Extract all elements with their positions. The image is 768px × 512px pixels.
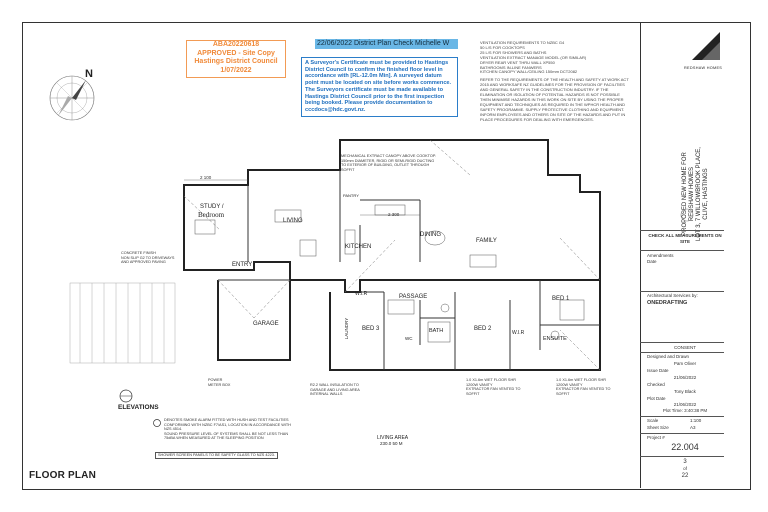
project-name: PROPOSED NEW HOME FOR REDSHAW HOMES [682, 152, 695, 236]
surveyor-certificate-note: A Surveyor's Certificate must be provided to Hastings District Council to confirm the finished floor level in accordance with [RL-12.0m Min]. A surveyed datum point must be located on site before works commence. The Surveyors certificate must be made available to Hastings District Council prior to the first inspection being booked. Please provide documentation to cccdocs@hdc.govt.nz. [301, 57, 458, 117]
plot-date-label: Plot Date [647, 396, 666, 401]
room-bed2-label: BED 2 [474, 326, 492, 332]
redshaw-logo-icon [690, 30, 722, 62]
checked-label: Checked [647, 382, 665, 387]
council-seal-icon [680, 208, 694, 222]
room-wc-label: WC [405, 336, 413, 341]
purpose-value: CONSENT [673, 345, 696, 350]
sheet-number: 3 [683, 459, 687, 465]
shower-screen-note: SHOWER SCREEN PANELS TO BE SAFETY GLASS TO NZS 4223. [155, 452, 278, 459]
ensuite-fan-note: 1.0 X1.6m WET FLOOR SHR 1200W VANITY EXTRACTOR FAN VENTED TO SOFFIT [556, 378, 611, 396]
amendments-label: Amendments [647, 253, 674, 258]
room-bedroom-label: Bedroom [198, 211, 225, 219]
room-bed1-label: BED 1 [552, 296, 570, 302]
project-address: LOT 3, 7 WILLOWBROOK PLACE, CLIVE, HASTINGS [696, 147, 709, 241]
sheet-size-value: A3 [690, 425, 696, 430]
room-family-label: FAMILY [476, 238, 497, 244]
safety-note: REFER TO THE REQUIREMENTS OF THE HEALTH AND SAFETY AT WORK ACT 2015 AND WORKSAFE NZ GUIDELINES FOR THE PROVISION OF FACILITIES AND GENERAL SAFETY IN THE CONSTRUCTION INDUSTRY. IF THE ELIMINATION OR ISOLATION OF POTENTIAL HAZARDS IS NOT POSSIBLE THEN MINIMISE HAZARDS IN THIS WORK ON SITE BY USING THE PROPER EQUIPMENT AND TECHNIQUES AS REQUIRED IN THE WPHCR HEALTH AND SAFETY PROGRAMME. SUPPLY PROTECTIVE CLOTHING AND EQUIPMENT. INFORM EMPLOYEES AND OTHERS ON SITE OF THE HAZARDS AND PUT IN PLACE PROCEDURES FOR DEALING WITH EMERGENCIES. [480, 77, 629, 122]
district-plan-banner: 22/06/2022 District Plan Check Michelle W [315, 39, 458, 49]
mechanical-extract-note: MECHANICAL EXTRACT CANOPY ABOVE COOKTOP. 150mm DIAMETER, RIGID OR SEMI-RIGID DUCTING TO EXTERIOR OF BUILDING, OUTLET THROUGH SOFFIT [341, 154, 436, 172]
architectural-services-label: Architectural Services by: [647, 293, 698, 298]
sheet-of: of [683, 466, 687, 471]
room-pantry-label: PANTRY [343, 193, 359, 198]
scale-value: 1:100 [690, 418, 702, 423]
living-area-label: LIVING AREA [377, 435, 409, 441]
elevations-label: ELEVATIONS [118, 404, 159, 411]
designed-label: Designed and Drawn [647, 354, 690, 359]
plot-time-value: Plot Time: 3:40:38 PM [662, 408, 708, 413]
elevation-marker-icon [118, 388, 134, 404]
north-label: N [85, 68, 93, 80]
living-area-value: 230.0 50 M [380, 441, 403, 446]
room-study-label: STUDY / [200, 204, 224, 210]
designer-name: Pam Oliver [673, 361, 697, 366]
room-living-label: LIVING [283, 218, 303, 224]
concrete-finish-note: CONCRETE FINISH NON SLIP G2 TO DRIVEWAYS AND APPROVED PAVING [121, 251, 175, 265]
room-garage-label: GARAGE [253, 321, 279, 327]
stamp-line-4: 1/07/2022 [220, 66, 252, 74]
room-kitchen-label: KITCHEN [345, 244, 372, 250]
check-measurements-note: CHECK ALL MEASUREMENTS ON SITE [648, 233, 722, 244]
room-wir2-label: W.I.R [512, 330, 525, 336]
stamp-line-1: ABA20220618 [212, 41, 260, 48]
room-wir1-label: W.I.R [355, 291, 368, 297]
room-bath-label: BATH [429, 328, 444, 334]
smoke-alarm-note: DENOTES SMOKE ALARM FITTED WITH HUSH AND TEST FACILITIES CONFORMING WITH NZBC F7/AS1, LOCATION IN ACCORDANCE WITH NZS 4514. SOUND PRESSURE LEVEL OF SYSTEMS SHALL BE NOT LESS THAN 75dBA WHEN MEASURED AT THE SLEEPING POSITION [164, 418, 291, 441]
project-number-label: Project # [647, 435, 665, 440]
room-bed3-label: BED 3 [362, 326, 380, 332]
stamp-line-3: Hastings District Council [194, 58, 278, 66]
issue-date-value: 21/06/2022 [673, 375, 697, 380]
room-ensuite-label: ENSUITE [543, 336, 567, 342]
date-label: Date [647, 259, 657, 264]
scale-label: Scale [647, 418, 659, 423]
dimension-dining: 2 300 [388, 212, 400, 217]
room-laundry-label: LAUNDRY [344, 317, 350, 340]
issue-date-label: Issue Date [647, 368, 669, 373]
room-entry-label: ENTRY [232, 262, 253, 268]
power-meter-note: POWER METER BOX [208, 378, 231, 387]
checker-name: Tony Black [674, 389, 696, 394]
floor-plan-title: FLOOR PLAN [29, 470, 96, 481]
ventilation-note: VENTILATION REQUIREMENTS TO NZBC G4 50 L/S FOR COOKTOPS 25 L/S FOR SHOWERS AND BATHS VENTILATION EXTRACT MANAGE MODEL (OR SIMILAR) DRYER REAR VENT THRU WALL XP550 BATHROOMS IN-LINE FANWERS KITCHEN CANOPY WALL/CEILING 150mm DCT2082 [480, 40, 587, 75]
sheet-total: 22 [681, 473, 689, 479]
stamp-line-2: APPROVED - Site Copy [197, 49, 275, 57]
room-dining-label: DINING [420, 232, 441, 238]
firm-name: REDSHAW HOMES [684, 66, 723, 70]
bathroom-fan-note: 1.0 X1.6m WET FLOOR SHR 1200W VANITY EXTRACTOR FAN VENTED TO SOFFIT [466, 378, 521, 396]
dimension-top: 2 100 [200, 175, 212, 180]
drafting-firm: ONEDRAFTING [647, 300, 688, 306]
room-passage-label: PASSAGE [399, 294, 428, 300]
smoke-alarm-icon [152, 418, 162, 428]
sheet-size-label: Sheet Size [647, 425, 669, 430]
project-title [640, 130, 724, 242]
wall-insulation-note: R2.2 WALL INSULATION TO GARAGE AND LIVING AREA INTERNAL WALLS [310, 383, 360, 397]
project-number-value: 22.004 [671, 442, 699, 452]
plot-date-value: 21/06/2022 [673, 402, 697, 407]
